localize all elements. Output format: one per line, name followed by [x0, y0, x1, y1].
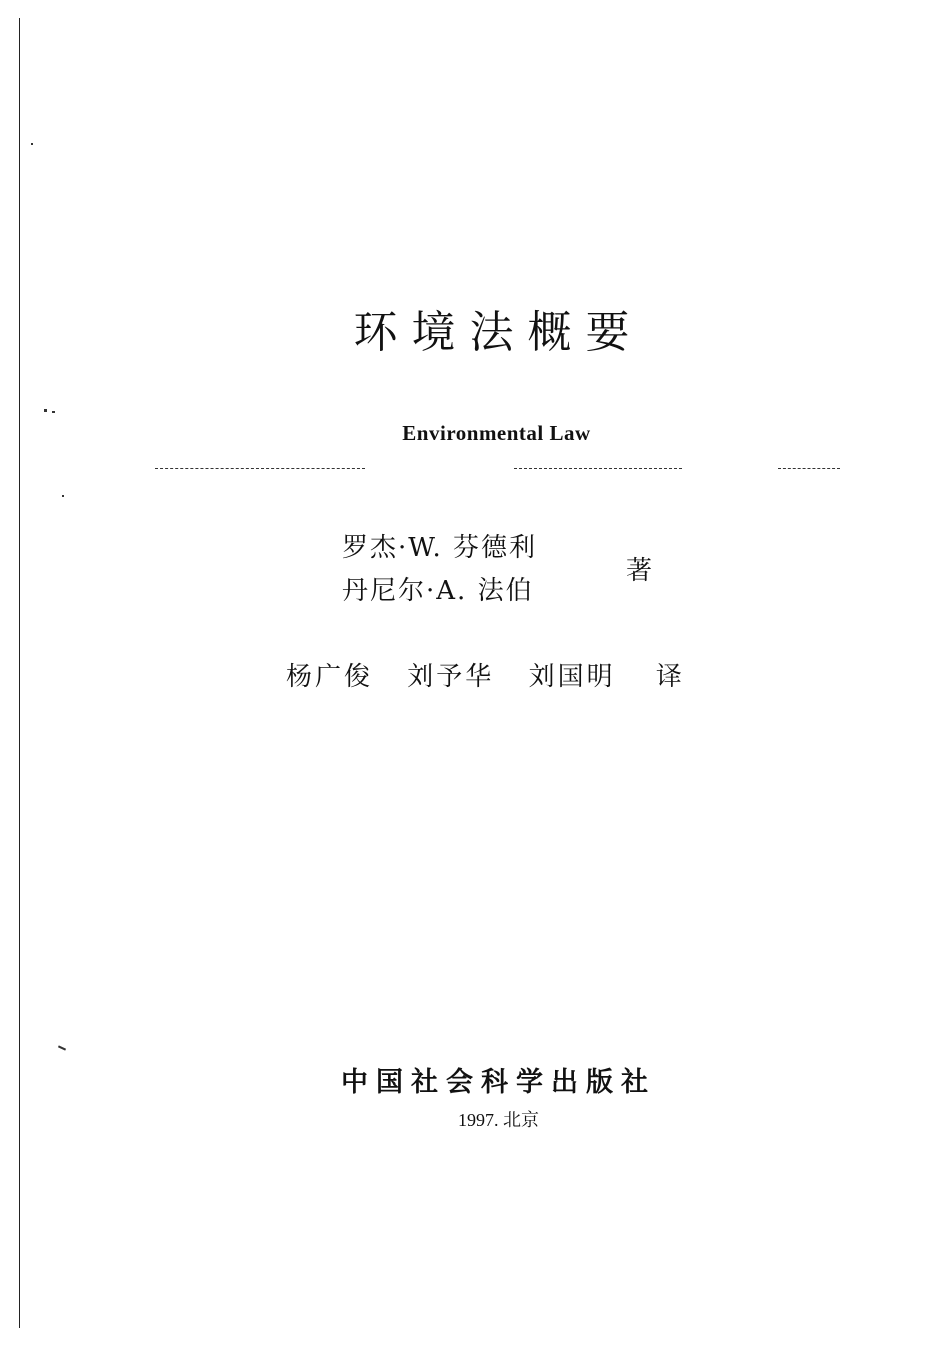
translator-name: 刘予华	[407, 662, 495, 692]
book-title-english: Environmental Law	[402, 421, 591, 445]
publisher-name: 中国社会科学出版社	[341, 1067, 656, 1098]
scan-dash-line	[155, 468, 365, 469]
scan-dash-line	[514, 468, 682, 469]
author-list	[342, 527, 537, 613]
scan-speck	[52, 411, 55, 413]
translator-name: 刘国明	[528, 662, 616, 692]
translator-list	[286, 656, 682, 693]
scan-speck	[62, 495, 64, 497]
author-name: 罗杰·W. 芬德利	[342, 533, 537, 563]
book-title-chinese: 环境法概要	[353, 307, 644, 358]
scan-dash-line	[778, 468, 840, 469]
publication-year-place: 1997. 北京	[458, 1110, 539, 1130]
scan-speck	[44, 409, 47, 412]
author-role: 著	[626, 556, 653, 586]
scan-speck	[58, 1045, 66, 1050]
translator-role: 译	[655, 662, 682, 692]
author-name: 丹尼尔·A. 法伯	[342, 576, 534, 606]
translator-name: 杨广俊	[286, 662, 374, 692]
scan-speck	[31, 143, 33, 145]
